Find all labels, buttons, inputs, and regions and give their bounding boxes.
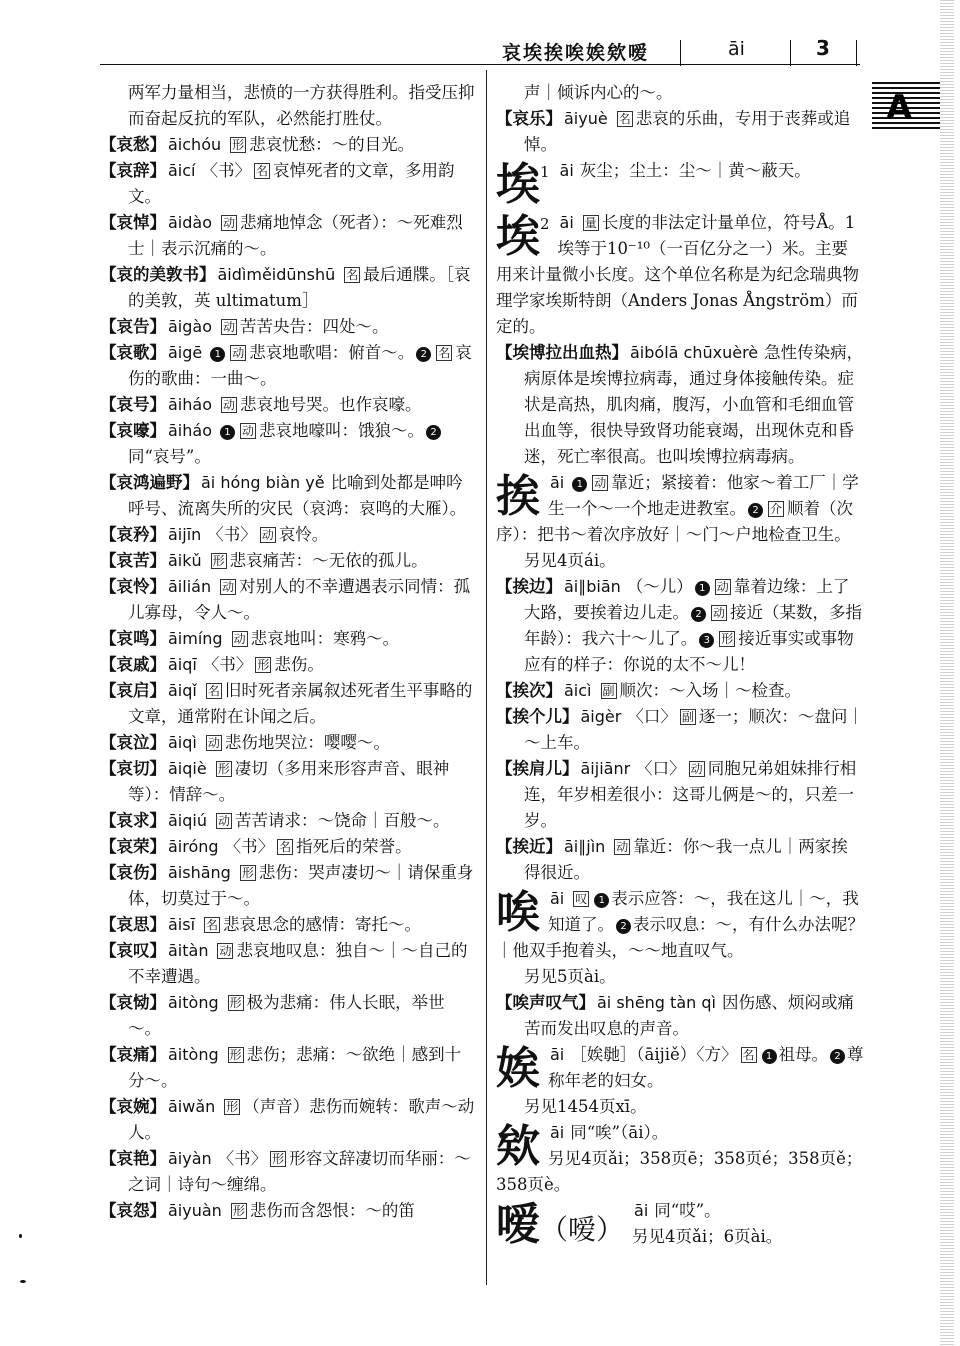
definition: 哀伤的歌曲：一曲～。 [128, 343, 472, 388]
character-entry-ai-ai: 嗳（嗳） āi 同“哎”。 另见4页ǎi；6页ài。 [496, 1198, 864, 1255]
pos-tag: 名 [618, 112, 631, 126]
headword: 【哀启】 [100, 681, 166, 700]
column-divider [486, 70, 487, 1285]
definition: 悲哀忧愁：～的目光。 [249, 135, 415, 154]
sense-number-icon: 2 [416, 347, 431, 362]
definition: 哀悼死者的文章，多用韵文。 [128, 161, 455, 206]
continuation-text [100, 80, 476, 132]
sense-number-icon: 1 [762, 1049, 777, 1064]
character-entry-ai-granny: 娭 āi ［娭毑］（āijiě）〈方〉 名 1 祖母。 2 尊称年老的妇女。 [496, 1043, 864, 1094]
dictionary-entry [100, 912, 476, 938]
pinyin: āiwǎn [168, 1097, 216, 1116]
thumb-letter: A [886, 88, 913, 128]
headword-character: 嗳（嗳） [496, 1199, 625, 1250]
headword: 【哀婉】 [100, 1097, 166, 1116]
headword: 【哀鸣】 [100, 629, 166, 648]
dictionary-entry [100, 626, 476, 652]
dictionary-entry [100, 678, 476, 730]
sense-number-icon: 2 [691, 607, 706, 622]
pos-tag: 形 [226, 1100, 239, 1114]
cross-reference: 另见4页ǎi；6页ài。 [632, 1227, 783, 1246]
definition: 哀怜。 [278, 525, 329, 544]
dictionary-entry [100, 470, 476, 522]
headword: 【哀恸】 [100, 993, 166, 1012]
definition: 悲伤地哭泣：嘤嘤～。 [224, 733, 390, 752]
pos-tag: 形 [241, 866, 254, 880]
headword: 【哀苦】 [100, 551, 166, 570]
pinyin: āigào [168, 317, 212, 336]
pos-tag: 动 [223, 320, 236, 334]
header-rule [100, 64, 860, 65]
pos-tag: 名 [206, 918, 219, 932]
pos-tag: 量 [584, 216, 597, 230]
pinyin: āidìměidūnshū [217, 265, 336, 284]
dictionary-entry [100, 808, 476, 834]
definition: 最后通牒。［哀的美敦，英 ultimatum］ [128, 265, 471, 310]
definition: 悲哀思念的感情：寄托～。 [223, 915, 422, 934]
headword: 【哀的美敦书】 [100, 265, 216, 284]
headword-character: 欸 [496, 1121, 540, 1172]
dictionary-entry-aijin: 【挨近】 āi∥jìn 动 靠近：你～我一点儿｜两家挨得很近。 [496, 837, 848, 882]
header-pinyin: āi [728, 38, 745, 60]
dictionary-entry [100, 1042, 476, 1094]
definition: （声音）悲伤而婉转：歌声～动人。 [128, 1097, 475, 1142]
headword-character: 唉 [496, 887, 540, 938]
pinyin: āiqī [168, 655, 197, 674]
pinyin: āilián [168, 577, 212, 596]
sense-number-icon: 1 [695, 581, 710, 596]
pinyin: āitòng [168, 1045, 219, 1064]
headword: 【哀痛】 [100, 1045, 166, 1064]
definition: 悲痛地悼念（死者）：～死难烈士｜表示沉痛的～。 [128, 213, 463, 258]
pos-tag: 动 [222, 398, 235, 412]
pos-tag: 形 [212, 554, 225, 568]
definition: 悲哀地号哭。也作哀嚎。 [240, 395, 422, 414]
right-column [496, 80, 864, 1255]
header-divider [680, 40, 682, 66]
dictionary-entry [100, 652, 476, 678]
pinyin: āicí [168, 161, 196, 180]
pinyin: āitàn [168, 941, 209, 960]
headword: 【哀怨】 [100, 1201, 166, 1220]
definition: 悲哀痛苦：～无依的孤儿。 [229, 551, 428, 570]
pos-tag: 动 [232, 346, 245, 360]
dictionary-entry [100, 756, 476, 808]
dictionary-entry [100, 158, 476, 210]
headword: 【哀愁】 [100, 135, 166, 154]
pinyin: āichóu [168, 135, 222, 154]
sense-number-icon: 1 [220, 425, 235, 440]
definition: 极为悲痛：伟人长眠，举世～。 [128, 993, 445, 1038]
definition: 悲伤：哭声凄切～｜请保重身体，切莫过于～。 [128, 863, 474, 908]
dictionary-entry-aibian: 【挨边】 āi∥biān （～儿） 1 动 靠着边缘：上了大路，要挨着边儿走。 2 动 接近（某数，多指年龄）：我六十～儿了。 3 形 接近事实或事物应有的样子：你说的太不～儿！ [496, 577, 863, 674]
pinyin: āitòng [168, 993, 219, 1012]
text: 两军力量相当，悲愤的一方获得胜利。指受压抑而奋起反抗的军队，必然能打胜仗。 [128, 83, 475, 128]
headword: 【哀求】 [100, 811, 166, 830]
pinyin: āiqiè [168, 759, 207, 778]
dictionary-entry [100, 990, 476, 1042]
character-entry-ai-ei: 欸 āi 同“唉”（āi）。 另见4页ǎi；358页ē；358页é；358页ě；358页è。 [496, 1121, 863, 1194]
definition: 悲哀地嚎叫：饿狼～。 [259, 421, 424, 440]
sense-number-icon: 1 [572, 477, 587, 492]
dictionary-entry [100, 262, 476, 314]
dictionary-entry-ebola: 【埃博拉出血热】 āibólā chūxuèrè 急性传染病，病原体是埃博拉病毒，通过身体接触传染。症状是高热，肌肉痛，腹泻，小血管和毛细血管出血等，很快导致肾功能衰竭，出现休克和昏迷，死亡率很高。也叫埃博拉病毒病。 [496, 343, 864, 466]
sense-number-icon: 1 [210, 347, 225, 362]
header-divider [856, 40, 858, 66]
headword: 【哀嚎】 [100, 421, 166, 440]
pinyin: āisī [168, 915, 196, 934]
pos-tag: 形 [257, 658, 270, 672]
character-entry-ai2: 埃$^2$ āi 量 长度的非法定计量单位，符号Å。1埃等于10⁻¹⁰（一百亿分之一）米。主要用来计量微小长度。这个单位名称是为纪念瑞典物理学家埃斯特朗（Anders Jonas Ångström）而定的。 [496, 211, 859, 336]
dictionary-entry [100, 1094, 476, 1146]
pos-tag: 动 [261, 528, 274, 542]
headword: 【哀鸿遍野】 [100, 473, 199, 492]
pos-tag: 动 [222, 580, 235, 594]
dictionary-entry-aigeer: 【挨个儿】 āigèr 〈口〉 副 逐一；顺次：～盘问｜～上车。 [496, 707, 864, 752]
headword: 【哀切】 [100, 759, 166, 778]
sense-number-icon: 2 [830, 1049, 845, 1064]
register-label: 〈书〉 [224, 837, 275, 856]
pos-tag: 形 [229, 1048, 242, 1062]
headword: 【哀叹】 [100, 941, 166, 960]
headword: 【哀辞】 [100, 161, 166, 180]
definition: 悲伤；悲痛：～欲绝｜感到十分～。 [128, 1045, 462, 1090]
pinyin: āiháo [168, 395, 212, 414]
guide-words: 哀埃挨唉娭欸嗳 [502, 42, 650, 64]
pinyin: āiqiú [168, 811, 207, 830]
headword: 【哀伤】 [100, 863, 166, 882]
pos-tag: 名 [438, 346, 451, 360]
headword-character: 挨 [496, 471, 540, 522]
dictionary-entry [100, 132, 476, 158]
definition: 同“哀号”。 [128, 447, 211, 466]
sense-number-icon: 2 [426, 425, 441, 440]
dictionary-entry-aiyue: 【哀乐】 āiyuè 名 悲哀的乐曲，专用于丧葬或追悼。 [496, 109, 851, 154]
headword-character: 娭 [496, 1043, 540, 1094]
register-label: 〈书〉 [202, 655, 253, 674]
dictionary-entry [100, 210, 476, 262]
pos-tag: 名 [742, 1048, 755, 1062]
sense-number-icon: 3 [699, 633, 714, 648]
definition: 旧时死者亲属叙述死者生平事略的文章，通常附在讣闻之后。 [128, 681, 473, 726]
headword: 【哀号】 [100, 395, 166, 414]
dictionary-entry [100, 522, 476, 548]
definition: 悲哀地叹息：独自～｜～自己的不幸遭遇。 [128, 941, 468, 986]
pinyin: āikǔ [168, 551, 202, 570]
headword: 【哀悼】 [100, 213, 166, 232]
pinyin: āijīn [168, 525, 202, 544]
register-label: 〈书〉 [217, 1149, 268, 1168]
headword: 【哀思】 [100, 915, 166, 934]
left-column [100, 80, 476, 1224]
headword: 【哀艳】 [100, 1149, 166, 1168]
pinyin: āiróng [168, 837, 219, 856]
sense-number-icon: 2 [616, 919, 631, 934]
dictionary-entry [100, 730, 476, 756]
pos-tag: 形 [272, 1152, 285, 1166]
pos-tag: 名 [279, 840, 292, 854]
definition: 比喻到处都是呻吟呼号、流离失所的灾民（哀鸿：哀鸣的大雁）。 [128, 473, 467, 518]
pinyin: āiyàn [168, 1149, 212, 1168]
pos-tag: 动 [233, 632, 246, 646]
pinyin: āiháo [168, 421, 212, 440]
definition: 悲伤。 [274, 655, 324, 674]
pos-tag: 形 [217, 762, 230, 776]
pinyin: āimíng [168, 629, 223, 648]
dictionary-entry [100, 392, 476, 418]
dictionary-entry [100, 938, 476, 990]
definition: 苦苦央告：四处～。 [240, 317, 389, 336]
pinyin: āiyuàn [168, 1201, 222, 1220]
pinyin: āigē [168, 343, 203, 362]
pos-tag: 名 [207, 684, 220, 698]
cross-reference: 另见5页ài。 [524, 967, 616, 986]
cross-reference: 另见4页ái。 [524, 551, 616, 570]
dictionary-entry [100, 1198, 476, 1224]
pos-tag: 动 [207, 736, 220, 750]
headword: 【哀泣】 [100, 733, 166, 752]
character-entry-ai1: 埃$^1$ āi 灰尘；尘土：尘～｜黄～蔽天。 [496, 159, 811, 210]
headword: 【哀怜】 [100, 577, 166, 596]
dictionary-entry-aici: 【挨次】 āicì 副 顺次：～入场｜～检查。 [496, 681, 802, 700]
cross-reference: 另见1454页xī。 [524, 1097, 647, 1116]
pos-tag: 形 [232, 1204, 245, 1218]
headword: 【哀告】 [100, 317, 166, 336]
definition: 苦苦请求：～饶命｜百般～。 [235, 811, 450, 830]
pos-tag: 叹 [575, 892, 588, 906]
definition: 凄切（多用来形容声音、眼神等）：情辞～。 [128, 759, 450, 804]
definition: 悲伤而含怨恨：～的笛 [249, 1201, 415, 1220]
sense-number-icon: 2 [748, 503, 763, 518]
definition: 形容文辞凄切而华丽：～之词｜诗句～缠绵。 [128, 1149, 471, 1194]
continuation-text: 声｜倾诉内心的～。 [524, 83, 673, 102]
pos-tag: 动 [218, 814, 231, 828]
scan-speck [20, 1280, 26, 1283]
headword-character: 埃$^2$ [496, 211, 550, 262]
dictionary-entry [100, 314, 476, 340]
pos-tag: 动 [594, 476, 607, 490]
register-label: 〈书〉 [201, 161, 251, 180]
dictionary-entry [100, 340, 476, 392]
page-number: 3 [816, 36, 830, 60]
headword-character: 埃$^1$ [496, 159, 550, 210]
scan-speck [19, 1234, 22, 1238]
dictionary-entry [100, 834, 476, 860]
pos-tag: 动 [241, 424, 254, 438]
pos-tag: 形 [229, 996, 242, 1010]
pos-tag: 名 [256, 164, 269, 178]
definition: 悲哀地叫：寒鸦～。 [250, 629, 400, 648]
pos-tag: 名 [346, 268, 359, 282]
character-entry-ai-interjection: 唉 āi 叹 1 表示应答：～，我在这儿｜～，我知道了。 2 表示叹息：～，有什么办法呢？｜他双手抱着头，～～地直叹气。 [496, 887, 864, 960]
headword: 【哀矜】 [100, 525, 166, 544]
dictionary-entry [100, 574, 476, 626]
pinyin: āiqǐ [168, 681, 197, 700]
pinyin: āidào [168, 213, 212, 232]
thumb-index-tab [872, 82, 940, 132]
pos-tag: 动 [223, 216, 236, 230]
headword: 【哀荣】 [100, 837, 166, 856]
headword: 【哀戚】 [100, 655, 166, 674]
cross-reference: 另见4页ǎi；358页ē；358页é；358页ě；358页è。 [496, 1149, 863, 1194]
dictionary-entry [100, 418, 476, 470]
pos-tag: 动 [219, 944, 232, 958]
dictionary-entry [100, 1146, 476, 1198]
page-edge-scan [940, 0, 954, 1346]
pinyin: āiqì [168, 733, 197, 752]
definition: 指死后的荣誉。 [296, 837, 412, 856]
pinyin: āishāng [168, 863, 231, 882]
register-label: 〈书〉 [207, 525, 257, 544]
dictionary-entry [100, 860, 476, 912]
definition: 悲哀地歌唱：俯首～。 [249, 343, 415, 362]
dictionary-entry [100, 548, 476, 574]
pos-tag: 介 [770, 502, 783, 516]
sense-number-icon: 1 [594, 893, 609, 908]
page-header [100, 36, 860, 64]
definition: 对别人的不幸遭遇表示同情：孤儿寡母，令人～。 [128, 577, 471, 622]
headword: 【哀歌】 [100, 343, 166, 362]
header-divider [790, 40, 792, 66]
pos-tag: 形 [232, 138, 245, 152]
dictionary-entry-aisheng: 【唉声叹气】 āi shēng tàn qì 因伤感、烦闷或痛苦而发出叹息的声音。 [496, 993, 854, 1038]
pinyin: āi hóng biàn yě [201, 473, 325, 492]
dictionary-entry-aijianr: 【挨肩儿】 āijiānr 〈口〉 动 同胞兄弟姐妹排行相连，年岁相差很小：这哥儿俩是～的，只差一岁。 [496, 759, 857, 830]
character-entry-ai-near: 挨 āi 1 动 靠近；紧接着：他家～着工厂｜学生一个～一个地走进教室。 2 介 顺着（次序）：把书～着次序放好｜～门～户地检查卫生。 [496, 471, 859, 544]
